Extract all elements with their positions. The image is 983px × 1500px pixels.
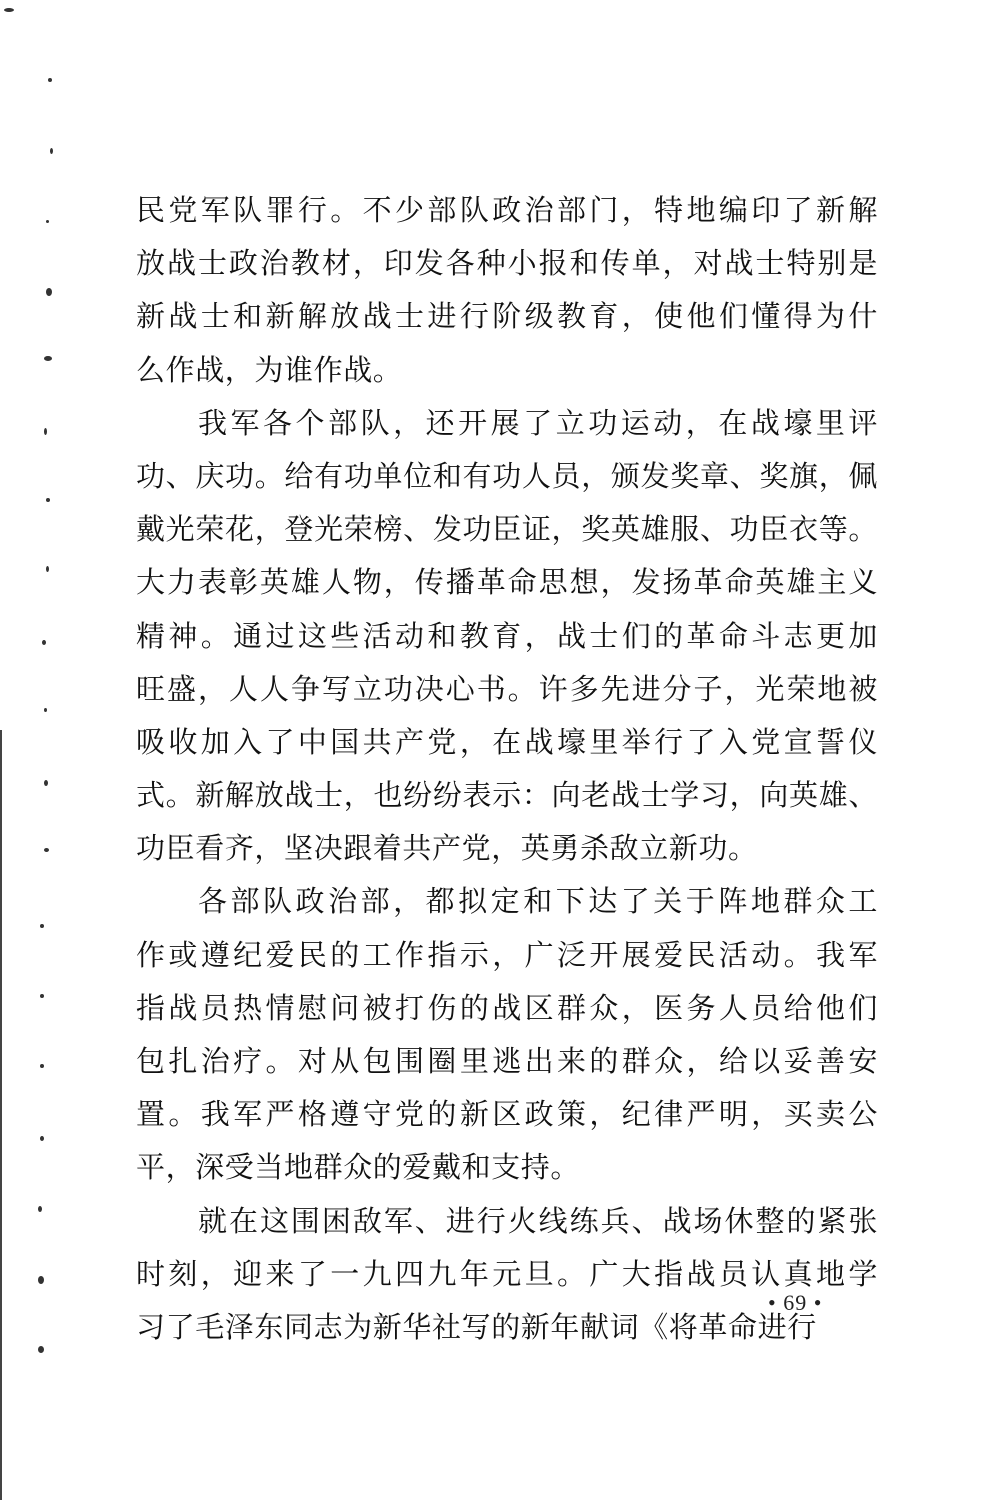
scan-speck: [44, 780, 48, 786]
scan-speck: [38, 1206, 42, 1212]
scan-speck: [40, 1064, 44, 1068]
text-line: 就在这围困敌军、进行火线练兵、战场休整的紧张: [198, 1203, 878, 1238]
text-line: 功、庆功。给有功单位和有功人员，颁发奖章、奖旗，佩: [136, 458, 878, 493]
text-line: 精神。通过这些活动和教育，战士们的革命斗志更加: [136, 618, 878, 653]
text-line: 新战士和新解放战士进行阶级教育，使他们懂得为什: [136, 299, 878, 334]
text-line: 包扎治疗。对从包围圈里逃出来的群众，给以妥善安: [136, 1044, 878, 1078]
scan-speck: [38, 1276, 44, 1284]
text-line: 各部队政治部，都拟定和下达了关于阵地群众工: [198, 884, 878, 919]
text-line: 民党军队罪行。不少部队政治部门，特地编印了新解: [136, 193, 878, 227]
scan-speck: [40, 994, 44, 998]
scan-speck: [40, 924, 44, 928]
text-line: 平，深受当地群众的爱戴和支持。: [136, 1150, 581, 1185]
scan-speck: [44, 428, 47, 435]
scan-speck: [48, 78, 52, 82]
scan-speck: [44, 356, 52, 361]
body-text: [136, 184, 878, 1354]
text-line: 大力表彰英雄人物，传播革命思想，发扬革命英雄主义: [136, 565, 878, 600]
scan-speck: [38, 1346, 44, 1353]
text-line: 时刻，迎来了一九四九年元旦。广大指战员认真地学: [136, 1256, 878, 1291]
page-number: • 69 •: [768, 1290, 823, 1315]
scan-speck: [46, 288, 52, 296]
scan-speck: [46, 566, 49, 572]
text-line: 习了毛泽东同志为新华社写的新年献词《将革命进行: [136, 1309, 817, 1344]
text-line: 置。我军严格遵守党的新区政策，纪律严明，买卖公: [136, 1097, 878, 1132]
text-line: 功臣看齐，坚决跟着共产党，英勇杀敌立新功。: [136, 831, 758, 866]
text-line: 我军各个部队，还开展了立功运动，在战壕里评: [198, 405, 878, 440]
text-line: 么作战，为谁作战。: [136, 352, 403, 387]
scan-margin-line: [0, 730, 2, 1500]
scan-speck: [40, 1136, 44, 1141]
text-line: 式。新解放战士，也纷纷表示：向老战士学习，向英雄、: [136, 778, 878, 813]
scan-speck: [4, 8, 14, 12]
text-line: 作或遵纪爱民的工作指示，广泛开展爱民活动。我军: [136, 937, 878, 972]
text-line: 吸收加入了中国共产党，在战壕里举行了入党宣誓仪: [136, 724, 878, 759]
text-line: 放战士政治教材，印发各种小报和传单，对战士特别是: [136, 246, 878, 281]
scan-speck: [42, 640, 46, 645]
scan-speck: [46, 220, 49, 223]
text-line: 旺盛，人人争写立功决心书。许多先进分子，光荣地被: [136, 671, 878, 706]
text-line: 戴光荣花，登光荣榜、发功臣证，奖英雄服、功臣衣等。: [136, 512, 878, 547]
scan-speck: [44, 708, 47, 712]
scan-speck: [44, 848, 49, 852]
scan-speck: [46, 498, 50, 502]
text-line: 指战员热情慰问被打伤的战区群众，医务人员给他们: [136, 990, 878, 1025]
scan-speck: [50, 148, 53, 154]
